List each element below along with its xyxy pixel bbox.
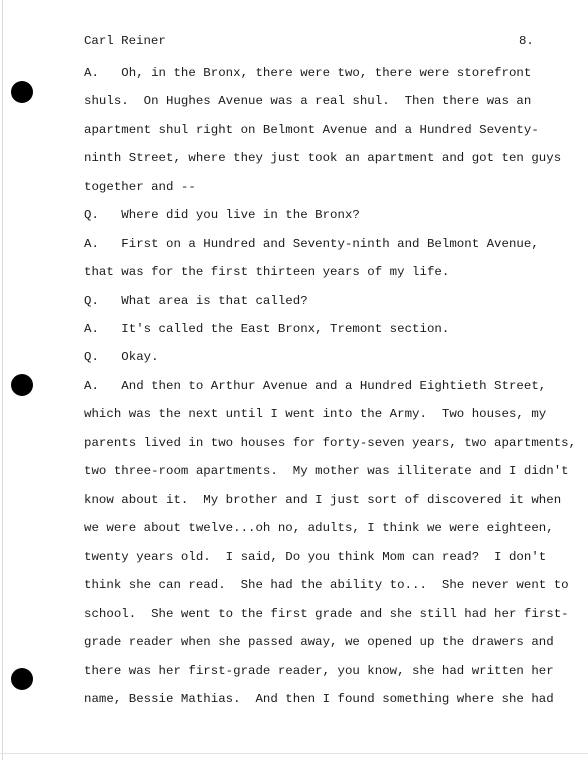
transcript-line: name, Bessie Mathias. And then I found something where she had — [84, 692, 554, 706]
transcript-line: which was the next until I went into the Army. Two houses, my — [84, 407, 547, 421]
transcript-line: A. Oh, in the Bronx, there were two, there were storefront — [84, 66, 532, 80]
transcript-line: Q. Where did you live in the Bronx? — [84, 208, 360, 222]
transcript-line: A. It's called the East Bronx, Tremont section. — [84, 322, 450, 336]
transcript-line: ninth Street, where they just took an apartment and got ten guys — [84, 151, 562, 165]
transcript-line: A. And then to Arthur Avenue and a Hundred Eightieth Street, — [84, 379, 547, 393]
transcript-line: think she can read. She had the ability to... She never went to — [84, 578, 569, 592]
header-page-number: 8. — [519, 34, 534, 48]
transcript-line: apartment shul right on Belmont Avenue and a Hundred Seventy- — [84, 123, 539, 137]
binder-hole — [11, 374, 33, 396]
transcript-line: twenty years old. I said, Do you think Mom can read? I don't — [84, 550, 547, 564]
transcript-line: grade reader when she passed away, we opened up the drawers and — [84, 635, 554, 649]
page-left-edge — [2, 0, 3, 760]
transcript-line: Q. What area is that called? — [84, 294, 308, 308]
transcript-line: we were about twelve...oh no, adults, I think we were eighteen, — [84, 521, 554, 535]
transcript-line: two three-room apartments. My mother was illiterate and I didn't — [84, 464, 569, 478]
transcript-line: there was her first-grade reader, you know, she had written her — [84, 664, 554, 678]
transcript-line: parents lived in two houses for forty-seven years, two apartments, — [84, 436, 577, 450]
transcript-line: that was for the first thirteen years of my life. — [84, 265, 450, 279]
binder-hole — [11, 81, 33, 103]
transcript-line: shuls. On Hughes Avenue was a real shul. Then there was an — [84, 94, 532, 108]
transcript-line: Q. Okay. — [84, 350, 159, 364]
transcript-line: A. First on a Hundred and Seventy-ninth and Belmont Avenue, — [84, 237, 539, 251]
binder-hole — [11, 668, 33, 690]
header-interviewee-name: Carl Reiner — [84, 34, 166, 48]
page-bottom-edge — [0, 753, 588, 754]
transcript-line: school. She went to the first grade and she still had her first- — [84, 607, 569, 621]
transcript-line: know about it. My brother and I just sort of discovered it when — [84, 493, 562, 507]
transcript-line: together and -- — [84, 180, 196, 194]
